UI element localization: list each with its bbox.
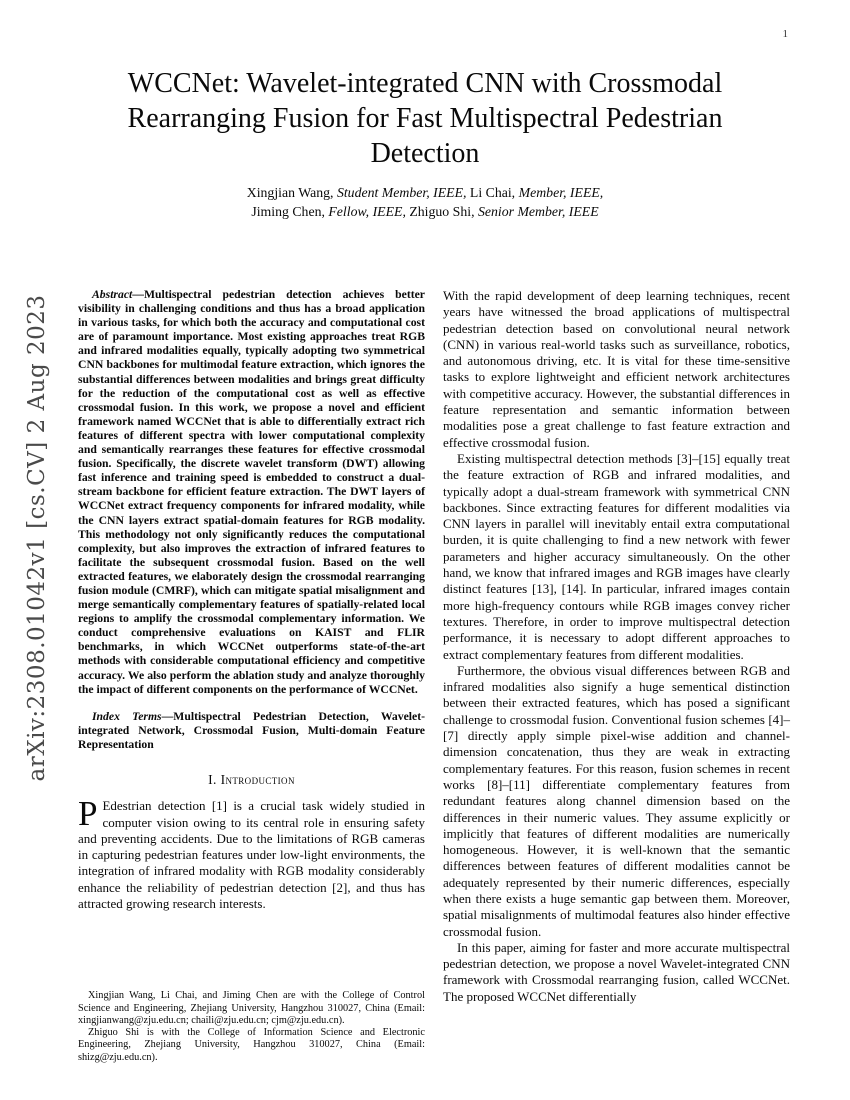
left-column [78, 288, 425, 1064]
body-paragraph: Existing multispectral detection methods [3]–[15] equally treat the feature extraction of RGB and infrared modalities, and typically adopt a dual-stream framework with symmetrical CNN backbones. Since extracting features for different modalities via CNN layers in parallel will inevitably entail extra computational burden, it is quite challenging to find a new network with fewer parameters and higher accuracy simultaneously. On the other hand, we know that infrared images and RGB images have clearly distinct features [13], [14]. In particular, infrared images contain more high-frequency contours while RGB images convey richer textures. Therefore, in order to improve multispectral detection performance, it is necessary to adopt different approaches to extract complementary features from different modalities. [443, 450, 790, 662]
author-footnote [78, 980, 425, 1064]
author-name: Xingjian Wang, [246, 185, 337, 200]
author-name: Jiming Chen, [251, 203, 329, 219]
abstract-label: Abstract [92, 288, 133, 301]
paper-header [90, 66, 760, 221]
introduction-paragraph [78, 794, 425, 912]
introduction-text: Edestrian detection [1] is a crucial task widely studied in computer vision owing to its central role in ensuring safety and preventing accidents. Due to the limitations of RGB cameras in capturing pedestrian features under low-light environments, the integration of infrared modality with RGB modality considerably enhance the reliability of pedestrian detection [2], and thus has attracted growing research interests. [78, 798, 425, 912]
author-membership: Member, IEEE, [518, 185, 604, 200]
footnote-paragraph-1: Xingjian Wang, Li Chai, and Jiming Chen are with the College of Control Science and Engineering, Zhejiang University, Hangzhou 310027, China (Email: xingjianwang@zju.edu.cn; chaili@zju.edu.cn; cjm@zju.edu.cn). [78, 990, 425, 1026]
author-name: Zhiguo Shi, [405, 203, 478, 219]
two-column-body [78, 288, 790, 1064]
body-paragraph: Furthermore, the obvious visual differences between RGB and infrared modalities also signify a huge sementical distinction between their extracted features, which has posed a significant challenge to crossmodal fusion. Conventional fusion schemes [4]–[7] directly apply simple pixel-wise addition and channel-dimension concatenation, thus they are weak in extracting complementary features. For this reason, fusion schemes in recent works [8]–[11] differentiate complementary features from redundant features along channel dimension based on the differences in their numeric values. They assume explicitly or implicitly that features of different modalities are numerically homogeneous. However, it is well-known that the semantic differences between features of different modalities cannot be adequately represented by their numeric differences, especially when there exists a huge semantic gap between them. Moreover, spatial misalignments of multimodal features also hinder effective crossmodal fusion. [443, 662, 790, 939]
author-block [90, 184, 760, 221]
author-row-2 [90, 203, 760, 222]
body-paragraph: With the rapid development of deep learning techniques, recent years have witnessed the broad applications of multispectral pedestrian detection based on convolutional neural network (CNN) in various real-world tasks such as surveillance, robotics, and autonomous driving, etc. It is vital for these time-sensitive tasks to explore lightweight and efficient network architectures with competitive accuracy. However, the substantial differences in feature representation and semantic information between modalities pose a great challenge to fast feature extraction and effective crossmodal fusion. [443, 288, 790, 450]
index-terms-text: —Multispectral Pedestrian Detection, Wavelet-integrated Network, Crossmodal Fusion, Multi-domain Feature Representation [78, 709, 425, 751]
author-membership: Student Member, IEEE, [336, 185, 467, 200]
body-paragraph: In this paper, aiming for faster and more accurate multispectral pedestrian detection, we propose a novel Wavelet-integrated CNN framework with Crossmodal rearranging fusion, called WCCNet. The proposed WCCNet differentially [443, 939, 790, 1004]
index-terms [78, 710, 425, 752]
author-row-1 [90, 184, 760, 203]
author-membership: Senior Member, IEEE [477, 203, 599, 219]
arxiv-stamp: arXiv:2308.01042v1 [cs.CV] 2 Aug 2023 [24, 294, 50, 782]
abstract-text: —Multispectral pedestrian detection achieves better visibility in challenging conditions and thus has a broad application in various tasks, for which both the accuracy and computational cost are of paramount importance. Most existing approaches treat RGB and infrared modalities equally, typically adopting two symmetrical CNN backbones for multimodal feature extraction, which ignores the substantial differences between modalities and brings great difficulty for the reduction of the computational cost as well as effective crossmodal fusion. In this work, we propose a novel and efficient framework named WCCNet that is able to differentially extract rich features of different spectra with lower computational complexity and semantically rearranges these features for effective crossmodal fusion. Specifically, the discrete wavelet transform (DWT) allowing fast inference and training speed is embedded to construct a dual-stream backbone for efficient feature extraction. The DWT layers of WCCNet extract frequency components for infrared modality, while the CNN layers extract spatial-domain features for RGB modality. This methodology not only significantly reduces the computational complexity, but also improves the extraction of infrared features to facilitate the subsequent crossmodal fusion. Based on the well extracted features, we elaborately design the crossmodal rearranging fusion module (CMRF), which can mitigate spatial misalignment and merge semantically complementary features of spatially-related local regions to amplify the crossmodal complementary information. We conduct comprehensive evaluations on KAIST and FLIR benchmarks, in which WCCNet outperforms state-of-the-art methods with considerable computational efficiency and competitive accuracy. We also perform the ablation study and analyze thoroughly the impact of different components on the performance of WCCNet. [78, 288, 425, 696]
author-name: Li Chai, [466, 185, 519, 200]
right-column [443, 288, 790, 1064]
index-terms-label: Index Terms [92, 709, 162, 723]
author-membership: Fellow, IEEE, [328, 203, 406, 219]
section-heading-introduction: I. Introduction [208, 772, 295, 787]
abstract [78, 288, 425, 697]
page-number: 1 [782, 28, 788, 40]
footnote-paragraph-2: Zhiguo Shi is with the College of Information Science and Electronic Engineering, Zhejiang University, Hangzhou 310027, China (Email: shizg@zju.edu.cn). [78, 1027, 425, 1063]
paper-title: WCCNet: Wavelet-integrated CNN with Crossmodal Rearranging Fusion for Fast Multispectral Pedestrian Detection [127, 68, 723, 169]
drop-cap: P [78, 794, 98, 834]
